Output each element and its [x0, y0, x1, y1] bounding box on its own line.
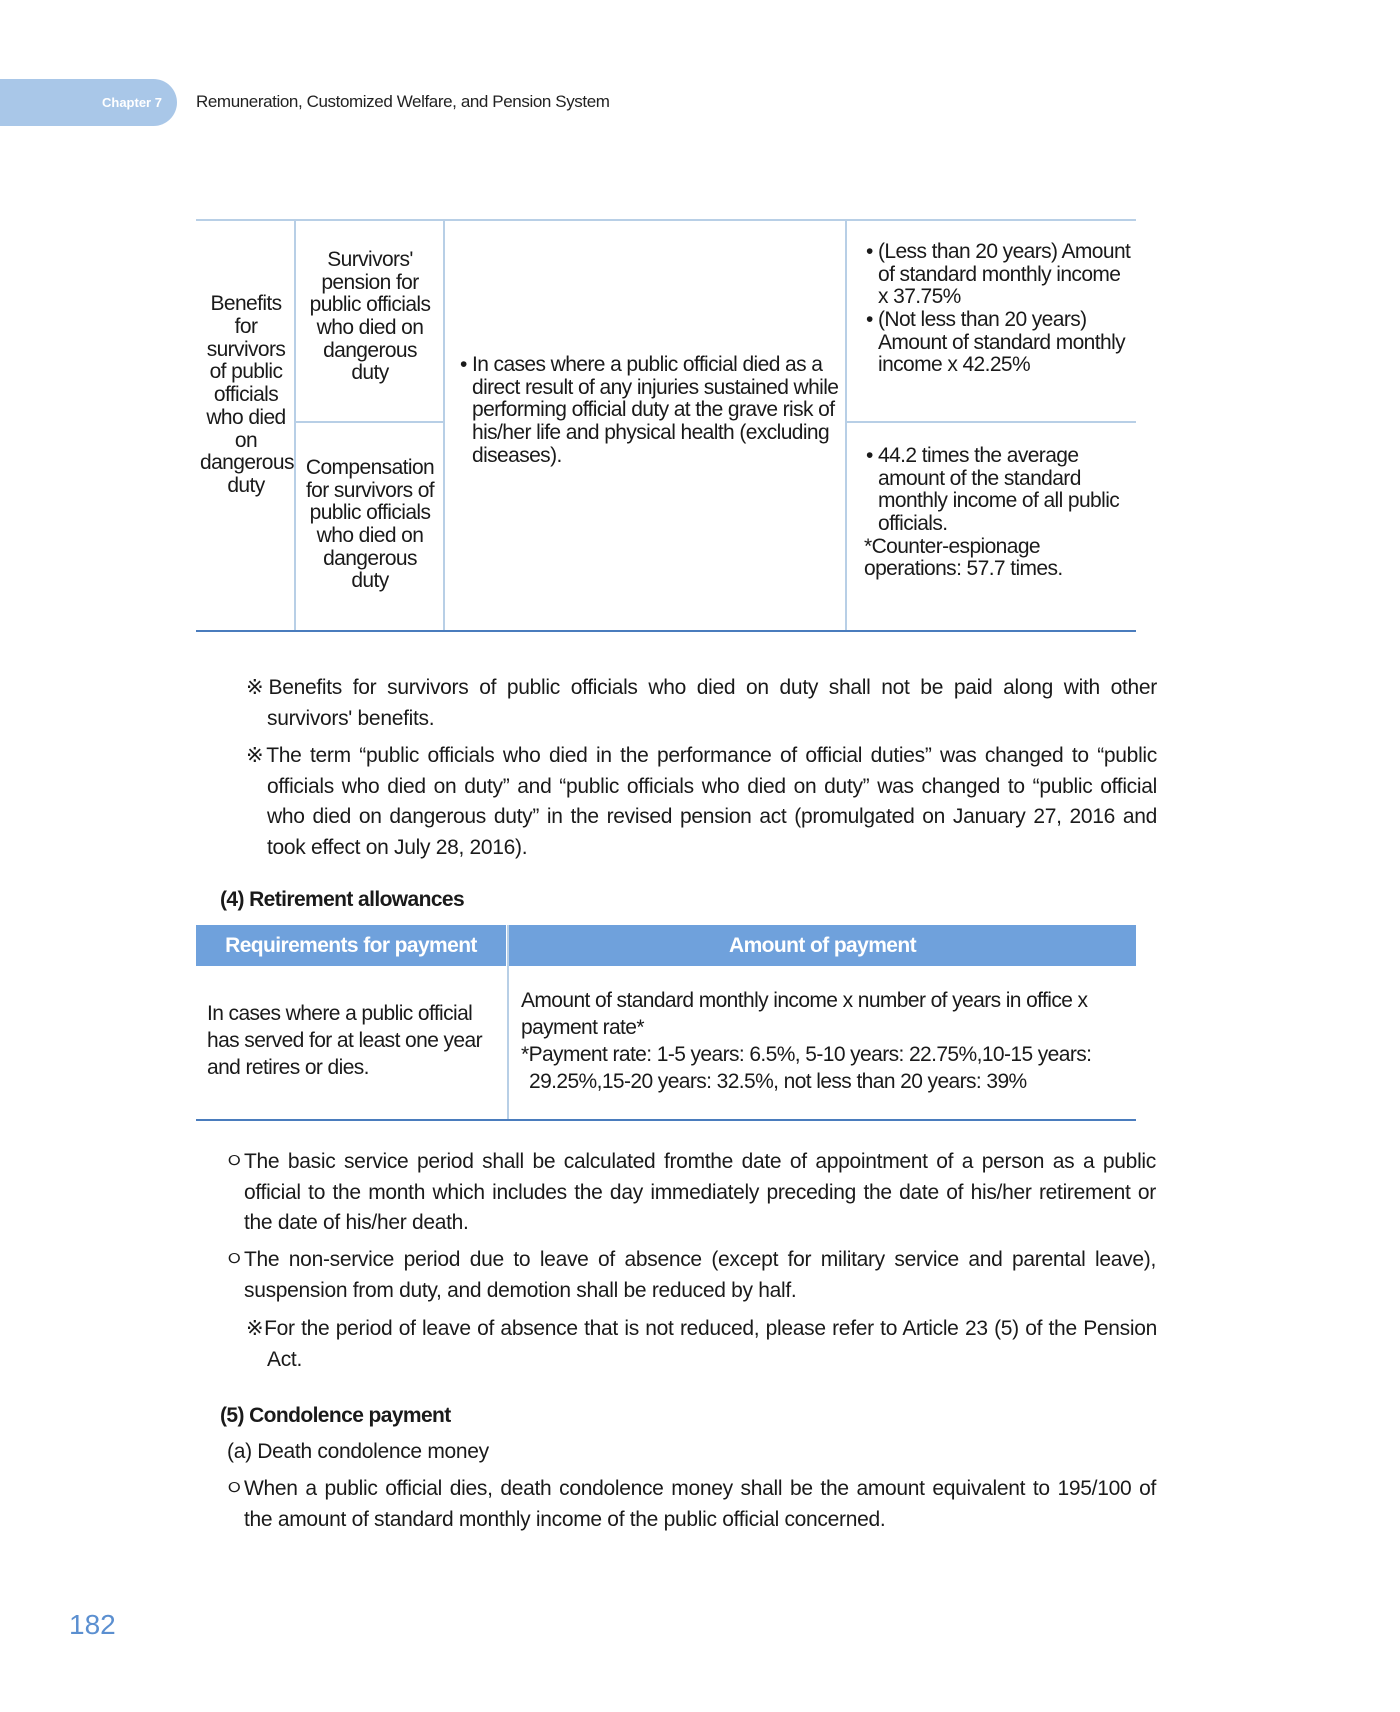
- condolence-heading: (5) Condolence payment: [220, 1404, 451, 1427]
- chapter-tab: [0, 79, 177, 126]
- category-cell: [200, 221, 292, 630]
- retirement-amount-cell: [521, 987, 1131, 1095]
- retirement-table: [196, 925, 1136, 1121]
- chapter-label: Chapter 7: [102, 95, 162, 110]
- running-head: Remuneration, Customized Welfare, and Pension System: [196, 92, 610, 111]
- type-label-compensation: Compensation for survivors of public officials who died on dangerous duty: [305, 456, 435, 593]
- retirement-heading: (4) Retirement allowances: [220, 888, 465, 911]
- type-cell-compensation: [302, 457, 438, 607]
- col-header-requirements: Requirements for payment: [196, 925, 506, 966]
- type-cell-pension: [302, 249, 438, 389]
- death-condolence-subheading: (a) Death condolence money: [227, 1440, 489, 1463]
- counter-espionage-note: *Counter-espionage operations: 57.7 times.: [864, 534, 1063, 581]
- page-number: 182: [69, 1609, 116, 1640]
- condolence-paragraph: ㅇWhen a public official dies, death condolence money shall be the amount equivalent to 195/100 of the amount of standard monthly income of the public official concerned.: [224, 1477, 1156, 1531]
- service-period-paragraph: ㅇThe basic service period shall be calculated fromthe date of appointment of a person as a public official to the month which includes the day immediately preceding the date of his/her retirement or the date of his/her death.: [224, 1150, 1156, 1234]
- note-term-change: ※The term “public officials who died in the performance of official duties” was changed to “public officials who died on duty” and “public officials who died on duty” was changed to “public official who died on dangerous duty” in the revised pension act (promulgated on January 27, 2016 and took effect on July 28, 2016).: [246, 744, 1157, 859]
- leave-note: ※For the period of leave of absence that is not reduced, please refer to Article 23 (5) of the Pension Act.: [246, 1317, 1157, 1371]
- non-service-paragraph: ㅇThe non-service period due to leave of absence (except for military service and parental leave), suspension from duty, and demotion shall be reduced by half.: [224, 1248, 1156, 1302]
- retirement-requirement: In cases where a public official has served for at least one year and retires or dies.: [207, 1002, 482, 1079]
- retirement-amount-formula: Amount of standard monthly income x number of years in office x payment rate*: [521, 989, 1088, 1039]
- amount-cell-pension: • (Less than 20 years) Amount of standard monthly income x 37.75% • (Not less than 20 years) Amount of standard monthly income x 42.25%: [866, 240, 1131, 377]
- amount-cell-compensation: • 44.2 times the average amount of the standard monthly income of all public officials. *Counter-espionage operations: 57.7 times.: [860, 445, 1134, 581]
- requirement-cell: • In cases where a public official died as a direct result of any injuries sustained while performing official duty at the grave risk of his/her life and physical health (excluding diseases).: [460, 353, 839, 467]
- amount-over-20: (Not less than 20 years) Amount of standard monthly income x 42.25%: [878, 308, 1126, 377]
- amount-compensation: 44.2 times the average amount of the standard monthly income of all public officials.: [878, 444, 1120, 536]
- payment-rate-line2: 29.25%,15-20 years: 32.5%, not less than 20 years: 39%: [529, 1070, 1027, 1093]
- survivors-table: [196, 219, 1136, 632]
- payment-rate-line1: *Payment rate: 1-5 years: 6.5%, 5-10 years: 22.75%,10-15 years:: [521, 1043, 1092, 1066]
- note-no-duplicate: ※Benefits for survivors of public officials who died on duty shall not be paid along with other survivors' benefits.: [246, 676, 1157, 730]
- amount-under-20: (Less than 20 years) Amount of standard monthly income x 37.75%: [878, 240, 1131, 309]
- type-label-pension: Survivors' pension for public officials who died on dangerous duty: [309, 248, 431, 385]
- requirement-text: In cases where a public official died as a direct result of any injuries sustained while performing official duty at the grave risk of his/her life and physical health (excluding diseases).: [472, 353, 839, 467]
- category-label: Benefits for survivors of public officials who died on dangerous duty: [200, 292, 294, 497]
- col-header-amount: Amount of payment: [509, 925, 1136, 966]
